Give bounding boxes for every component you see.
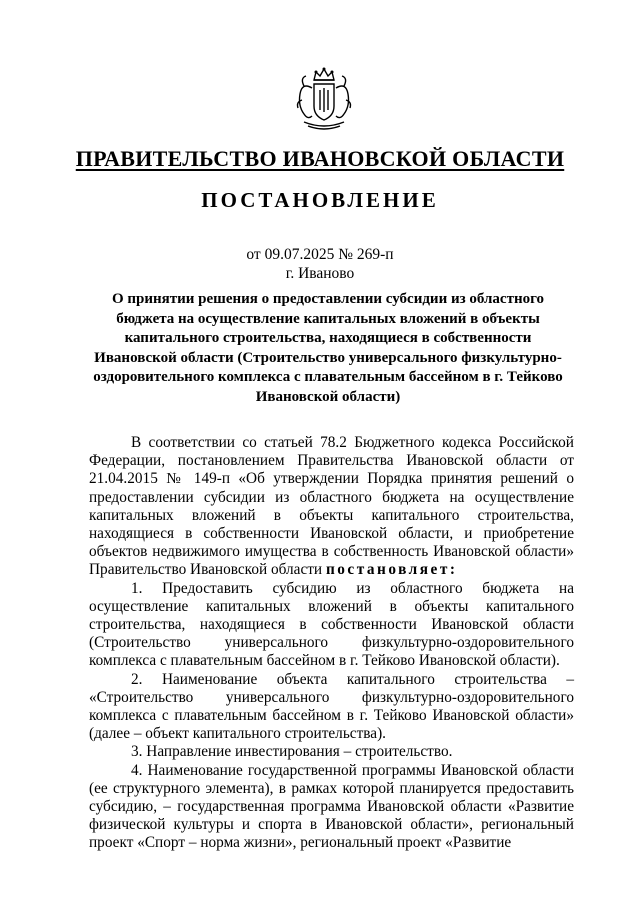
document-date-number: от 09.07.2025 № 269-п [246, 246, 394, 263]
coat-of-arms-icon [294, 66, 354, 132]
document-subject: О принятии решения о предоставлении субсидии из областного бюджета на осуществление капитальных вложений в объекты капитального строительства, находящиеся в собственности Ивановской области (Строительство универсального физкультурно-оздоровительного комплекса с плавательным бассейном в г. Тейково Ивановской области) [93, 291, 563, 405]
document-type: ПОСТАНОВЛЕНИЕ [201, 188, 439, 212]
list-item: 1. Предоставить субсидию из областного бюджета на осуществление капитальных вложений в объекты капитального строительства, находящиеся в собственности Ивановской области (Строительство универсального физкультурно-оздоровительного комплекса с плавательным бассейном в г. Тейково Ивановской области). [89, 579, 574, 670]
document-body [89, 434, 574, 853]
list-item: 2. Наименование объекта капитального строительства – «Строительство универсального физкультурно-оздоровительного комплекса с плавательным бассейном в г. Тейково Ивановской области» (далее – объект капитального строительства). [89, 670, 574, 743]
resolves-keyword: постановляет: [325, 561, 458, 579]
preamble-paragraph [89, 434, 574, 580]
list-item: 4. Наименование государственной программы Ивановской области (ее структурного элемента), в рамках которой планируется предоставить субсидию, – государственная программа Ивановской области «Развитие физической культуры и спорта в Ивановской области», региональный проект «Спорт – норма жизни», региональный проект «Развитие [89, 761, 574, 852]
preamble-text: В соответствии со статьей 78.2 Бюджетного кодекса Российской Федерации, постановлением Правительства Ивановской области от 21.04.2015 № 149-п «Об утверждении Порядка принятия решений о предоставлении субсидии из областного бюджета на осуществление капитальных вложений в объекты капитального строительства, находящиеся в собственности Ивановской области, и приобретение объектов недвижимого имущества в собственность Ивановской области» Правительство Ивановской области [89, 434, 574, 579]
document-place: г. Иваново [285, 265, 355, 282]
government-title: ПРАВИТЕЛЬСТВО ИВАНОВСКОЙ ОБЛАСТИ [75, 146, 565, 171]
list-item: 3. Направление инвестирования – строительство. [131, 743, 453, 761]
